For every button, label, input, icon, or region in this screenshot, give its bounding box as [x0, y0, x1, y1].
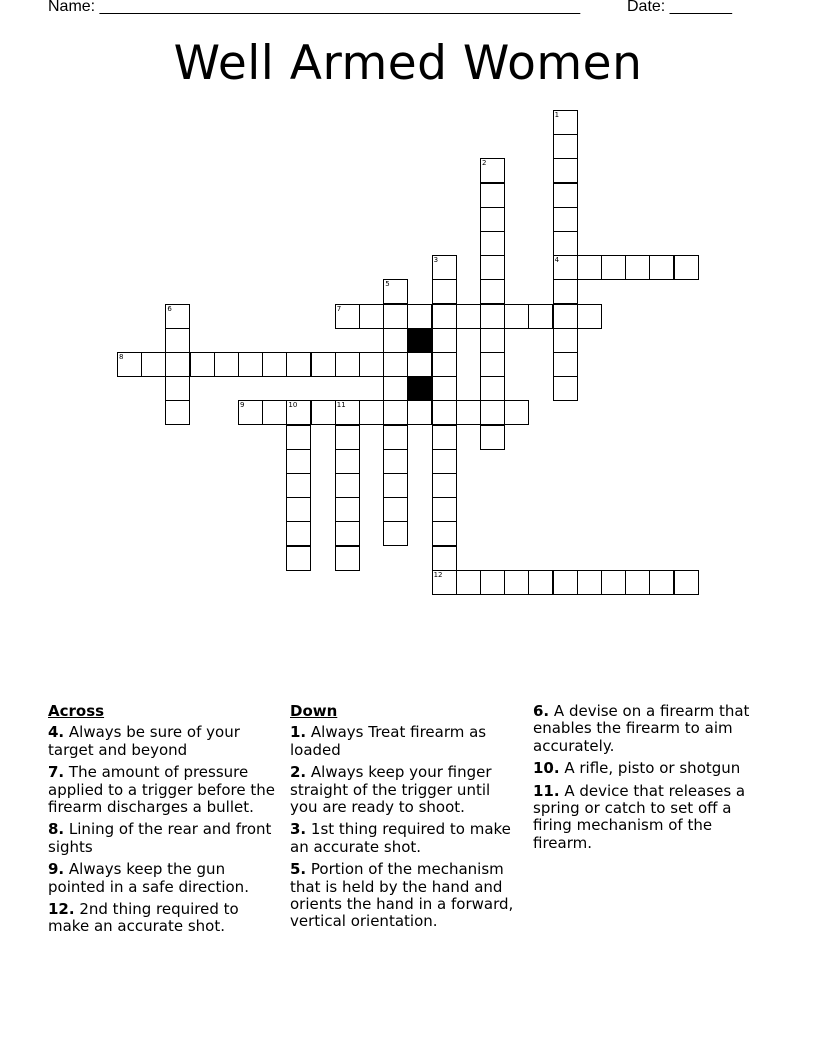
grid-cell[interactable]	[480, 425, 505, 450]
grid-cell[interactable]	[335, 546, 360, 571]
grid-cell[interactable]	[286, 473, 311, 498]
grid-cell[interactable]	[383, 473, 408, 498]
clue-number: 8.	[48, 820, 65, 839]
grid-cell[interactable]	[432, 328, 457, 353]
grid-cell[interactable]	[383, 304, 408, 329]
clue-number: 3.	[290, 820, 307, 839]
grid-cell[interactable]	[553, 183, 578, 208]
grid-cell[interactable]	[480, 158, 505, 183]
grid-cell[interactable]	[553, 255, 578, 280]
grid-cell[interactable]	[117, 352, 142, 377]
black-cell	[407, 376, 432, 401]
clue-item	[48, 764, 278, 816]
grid-cell[interactable]	[432, 473, 457, 498]
clue-number: 7.	[48, 763, 65, 782]
clue-item	[290, 861, 520, 931]
clue-item	[48, 861, 278, 896]
clue-text: The amount of pressure applied to a trigger before the firearm discharges a bullet.	[48, 763, 275, 817]
clue-item	[533, 783, 763, 853]
grid-cell[interactable]	[432, 546, 457, 571]
grid-cell[interactable]	[165, 400, 190, 425]
grid-cell[interactable]	[286, 425, 311, 450]
grid-cell[interactable]	[553, 134, 578, 159]
grid-cell[interactable]	[335, 425, 360, 450]
grid-cell[interactable]	[553, 158, 578, 183]
grid-cell[interactable]	[601, 570, 626, 595]
grid-cell[interactable]	[286, 497, 311, 522]
clue-text: Lining of the rear and front sights	[48, 820, 272, 856]
grid-cell[interactable]	[286, 449, 311, 474]
cell-number: 11	[336, 401, 346, 410]
grid-cell[interactable]	[456, 304, 481, 329]
grid-cell[interactable]	[480, 328, 505, 353]
grid-cell[interactable]	[432, 376, 457, 401]
clue-number: 11.	[533, 781, 560, 800]
grid-cell[interactable]	[504, 304, 529, 329]
grid-cell[interactable]	[262, 352, 287, 377]
grid-cell[interactable]	[165, 376, 190, 401]
down-clues-continued	[533, 703, 763, 857]
clue-number: 12.	[48, 900, 75, 919]
grid-cell[interactable]	[480, 376, 505, 401]
grid-cell[interactable]	[432, 279, 457, 304]
clue-number: 2.	[290, 763, 307, 782]
grid-cell[interactable]	[480, 570, 505, 595]
clue-text: Always keep the gun pointed in a safe direction.	[48, 860, 249, 896]
grid-cell[interactable]	[553, 328, 578, 353]
grid-cell[interactable]	[286, 400, 311, 425]
clue-item	[290, 764, 520, 816]
grid-cell[interactable]	[674, 570, 699, 595]
grid-cell[interactable]	[165, 328, 190, 353]
grid-cell[interactable]	[383, 279, 408, 304]
grid-cell[interactable]	[165, 352, 190, 377]
clue-text: 2nd thing required to make an accurate shot.	[48, 900, 239, 936]
cell-number: 9	[240, 401, 245, 410]
down-heading: Down	[290, 702, 338, 720]
grid-cell[interactable]	[504, 570, 529, 595]
clue-item	[290, 724, 520, 759]
grid-cell[interactable]	[649, 570, 674, 595]
cell-number: 4	[554, 256, 560, 265]
grid-cell[interactable]	[577, 304, 602, 329]
grid-cell[interactable]	[335, 521, 360, 546]
grid-cell[interactable]	[432, 521, 457, 546]
grid-cell[interactable]	[480, 207, 505, 232]
clue-text: A device that releases a spring or catch to set off a firing mechanism of the firearm.	[533, 781, 746, 852]
grid-cell[interactable]	[286, 521, 311, 546]
grid-cell[interactable]	[480, 231, 505, 256]
grid-cell[interactable]	[577, 255, 602, 280]
clue-text: Portion of the mechanism that is held by the hand and orients the hand in a forward, vertical orientation.	[290, 860, 514, 931]
grid-cell[interactable]	[553, 570, 578, 595]
grid-cell[interactable]	[335, 304, 360, 329]
grid-cell[interactable]	[432, 400, 457, 425]
grid-cell[interactable]	[480, 279, 505, 304]
clue-text: A rifle, pisto or shotgun	[559, 759, 741, 778]
grid-cell[interactable]	[359, 304, 384, 329]
clue-number: 10.	[533, 759, 560, 778]
down-clues	[290, 703, 520, 936]
grid-cell[interactable]	[432, 425, 457, 450]
grid-cell[interactable]	[553, 231, 578, 256]
grid-cell[interactable]	[407, 400, 432, 425]
grid-cell[interactable]	[383, 449, 408, 474]
grid-cell[interactable]	[407, 352, 432, 377]
clue-number: 6.	[533, 702, 550, 720]
grid-cell[interactable]	[238, 352, 263, 377]
grid-cell[interactable]	[311, 352, 336, 377]
grid-cell[interactable]	[553, 376, 578, 401]
grid-cell[interactable]	[528, 570, 553, 595]
cell-number: 2	[482, 159, 487, 168]
grid-cell[interactable]	[432, 449, 457, 474]
clue-item	[290, 821, 520, 856]
grid-cell[interactable]	[335, 473, 360, 498]
name-field[interactable]: Name: ______________________________________________________	[48, 0, 581, 15]
grid-cell[interactable]	[383, 497, 408, 522]
grid-cell[interactable]	[528, 304, 553, 329]
grid-cell[interactable]	[262, 400, 287, 425]
clue-text: Always keep your finger straight of the trigger until you are ready to shoot.	[290, 763, 492, 817]
grid-cell[interactable]	[456, 400, 481, 425]
across-heading: Across	[48, 702, 105, 720]
grid-cell[interactable]	[238, 400, 263, 425]
grid-cell[interactable]	[383, 376, 408, 401]
cell-number: 10	[288, 401, 298, 410]
grid-cell[interactable]	[359, 400, 384, 425]
grid-cell[interactable]	[456, 570, 481, 595]
grid-cell[interactable]	[190, 352, 215, 377]
grid-cell[interactable]	[553, 110, 578, 135]
grid-cell[interactable]	[432, 255, 457, 280]
grid-cell[interactable]	[359, 352, 384, 377]
grid-cell[interactable]	[432, 497, 457, 522]
cell-number: 1	[554, 111, 560, 119]
grid-cell[interactable]	[165, 304, 190, 329]
clue-number: 1.	[290, 723, 307, 742]
grid-cell[interactable]	[311, 400, 336, 425]
cell-number: 12	[433, 570, 443, 579]
clue-item	[48, 821, 278, 856]
clue-number: 4.	[48, 723, 65, 742]
cell-number: 5	[385, 280, 390, 289]
grid-cell[interactable]	[335, 400, 360, 425]
grid-cell[interactable]	[141, 352, 166, 377]
grid-cell[interactable]	[214, 352, 239, 377]
grid-cell[interactable]	[432, 304, 457, 329]
cell-number: 3	[433, 256, 439, 265]
grid-cell[interactable]	[286, 546, 311, 571]
grid-cell[interactable]	[432, 352, 457, 377]
clue-text: Always be sure of your target and beyond	[48, 723, 240, 759]
clue-text: Always Treat firearm as loaded	[290, 723, 487, 759]
grid-cell[interactable]	[480, 400, 505, 425]
grid-cell[interactable]	[383, 400, 408, 425]
grid-cell[interactable]	[286, 352, 311, 377]
grid-cell[interactable]	[335, 352, 360, 377]
grid-cell[interactable]	[407, 304, 432, 329]
grid-cell[interactable]	[553, 352, 578, 377]
grid-cell[interactable]	[480, 255, 505, 280]
cell-number: 8	[119, 353, 124, 361]
clue-item	[48, 901, 278, 936]
grid-cell[interactable]	[335, 449, 360, 474]
across-clues	[48, 703, 278, 941]
grid-cell[interactable]	[335, 497, 360, 522]
grid-cell[interactable]	[577, 570, 602, 595]
clue-item	[533, 703, 763, 755]
grid-cell[interactable]	[383, 425, 408, 450]
cell-number: 6	[167, 304, 172, 313]
grid-cell[interactable]	[504, 400, 529, 425]
grid-cell[interactable]	[480, 352, 505, 377]
grid-cell[interactable]	[432, 570, 457, 595]
date-field[interactable]: Date: _______	[627, 0, 732, 15]
grid-cell[interactable]	[383, 328, 408, 353]
grid-cell[interactable]	[480, 304, 505, 329]
grid-cell[interactable]	[674, 255, 699, 280]
grid-cell[interactable]	[553, 207, 578, 232]
grid-cell[interactable]	[383, 521, 408, 546]
grid-cell[interactable]	[601, 255, 626, 280]
clue-item	[533, 760, 763, 777]
grid-cell[interactable]	[383, 352, 408, 377]
clue-item	[48, 724, 278, 759]
page-title: Well Armed Women	[173, 36, 643, 91]
grid-cell[interactable]	[553, 304, 578, 329]
clue-number: 5.	[290, 860, 307, 879]
clue-text: 1st thing required to make an accurate shot.	[290, 820, 511, 856]
black-cell	[407, 328, 432, 353]
grid-cell[interactable]	[649, 255, 674, 280]
cell-number: 7	[336, 304, 342, 313]
grid-cell[interactable]	[625, 570, 650, 595]
clue-text: A devise on a firearm that enables the firearm to aim accurately.	[533, 702, 750, 755]
clue-number: 9.	[48, 860, 65, 879]
grid-cell[interactable]	[625, 255, 650, 280]
grid-cell[interactable]	[553, 279, 578, 304]
grid-cell[interactable]	[480, 183, 505, 208]
